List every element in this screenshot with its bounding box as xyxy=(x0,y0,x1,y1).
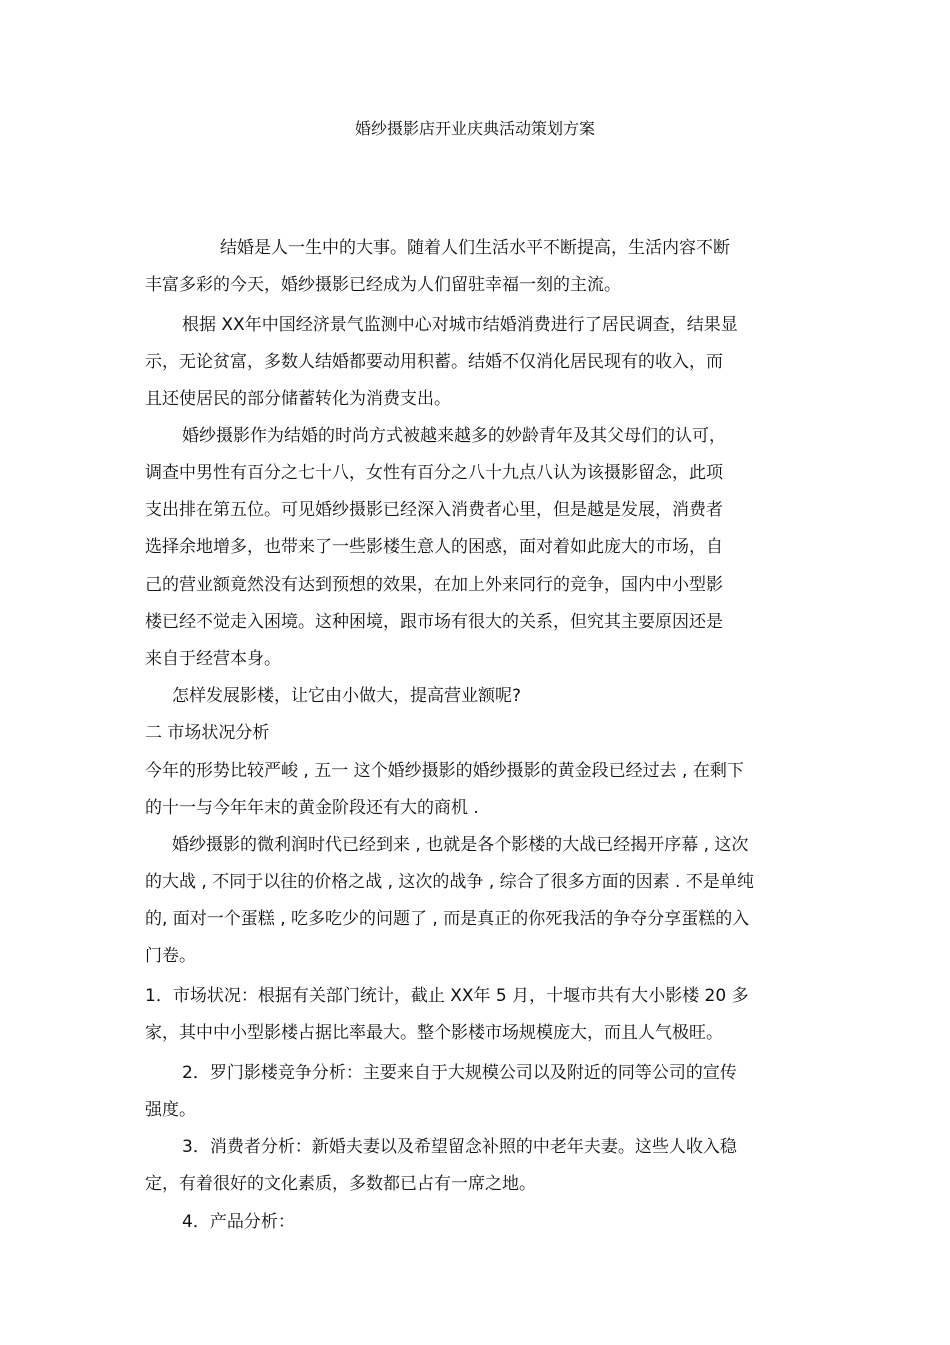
paragraph-line: 婚纱摄影的微利润时代已经到来 , 也就是各个影楼的大战已经揭开序幕 , 这次 xyxy=(172,835,749,855)
paragraph-line: 示，无论贫富，多数人结婚都要动用积蓄。结婚不仅消化居民现有的收入，而 xyxy=(145,352,723,372)
paragraph-line: 根据 XX年中国经济景气监测中心对城市结婚消费进行了居民调查，结果显 xyxy=(182,315,738,335)
paragraph-line: 选择余地增多，也带来了一些影楼生意人的困惑，面对着如此庞大的市场，自 xyxy=(145,537,723,557)
list-item-line: 1．市场状况：根据有关部门统计，截止 XX年 5 月，十堰市共有大小影楼 20 多 xyxy=(145,986,749,1006)
list-item-line: 定，有着很好的文化素质，多数都已占有一席之地。 xyxy=(145,1174,536,1194)
list-item-line: 4．产品分析： xyxy=(182,1212,295,1232)
section-heading: 二 市场状况分析 xyxy=(145,723,270,743)
document-title: 婚纱摄影店开业庆典活动策划方案 xyxy=(354,119,595,138)
paragraph-line: 怎样发展影楼，让它由小做大，提高营业额呢? xyxy=(172,686,522,706)
list-item-line: 强度。 xyxy=(145,1100,196,1120)
list-item-line: 3．消费者分析：新婚夫妻以及希望留念补照的中老年夫妻。这些人收入稳 xyxy=(182,1137,737,1157)
paragraph-line: 调查中男性有百分之七十八，女性有百分之八十九点八认为该摄影留念，此项 xyxy=(145,463,723,483)
paragraph-line: 楼已经不觉走入困境。这种困境，跟市场有很大的关系，但究其主要原因还是 xyxy=(145,612,723,632)
paragraph-line: 的, 面对一个蛋糕 , 吃多吃少的问题了 , 而是真正的你死我活的争夺分享蛋糕的入 xyxy=(145,909,750,929)
list-item-line: 2．罗门影楼竞争分析：主要来自于大规模公司以及附近的同等公司的宣传 xyxy=(182,1063,737,1083)
paragraph-line: 己的营业额竟然没有达到预想的效果，在加上外来同行的竞争，国内中小型影 xyxy=(145,575,723,595)
paragraph-line: 丰富多彩的今天，婚纱摄影已经成为人们留驻幸福一刻的主流。 xyxy=(145,275,621,295)
paragraph-line: 门卷。 xyxy=(145,946,196,966)
paragraph-line: 的十一与今年年末的黄金阶段还有大的商机 . xyxy=(145,798,479,818)
paragraph-line: 婚纱摄影作为结婚的时尚方式被越来越多的妙龄青年及其父母们的认可， xyxy=(182,426,726,446)
paragraph-line: 来自于经营本身。 xyxy=(145,649,281,669)
paragraph-line: 结婚是人一生中的大事。随着人们生活水平不断提高，生活内容不断 xyxy=(220,238,730,258)
paragraph-line: 且还使居民的部分储蓄转化为消费支出。 xyxy=(145,389,451,409)
paragraph-line: 的大战 , 不同于以往的价格之战 , 这次的战争 , 综合了很多方面的因素 . 不是单纯 xyxy=(145,872,754,892)
list-item-line: 家，其中中小型影楼占据比率最大。整个影楼市场规模庞大，而且人气极旺。 xyxy=(145,1023,723,1043)
paragraph-line: 支出排在第五位。可见婚纱摄影已经深入消费者心里，但是越是发展，消费者 xyxy=(145,500,723,520)
paragraph-line: 今年的形势比较严峻 , 五一 这个婚纱摄影的婚纱摄影的黄金段已经过去 , 在剩下 xyxy=(145,761,744,781)
